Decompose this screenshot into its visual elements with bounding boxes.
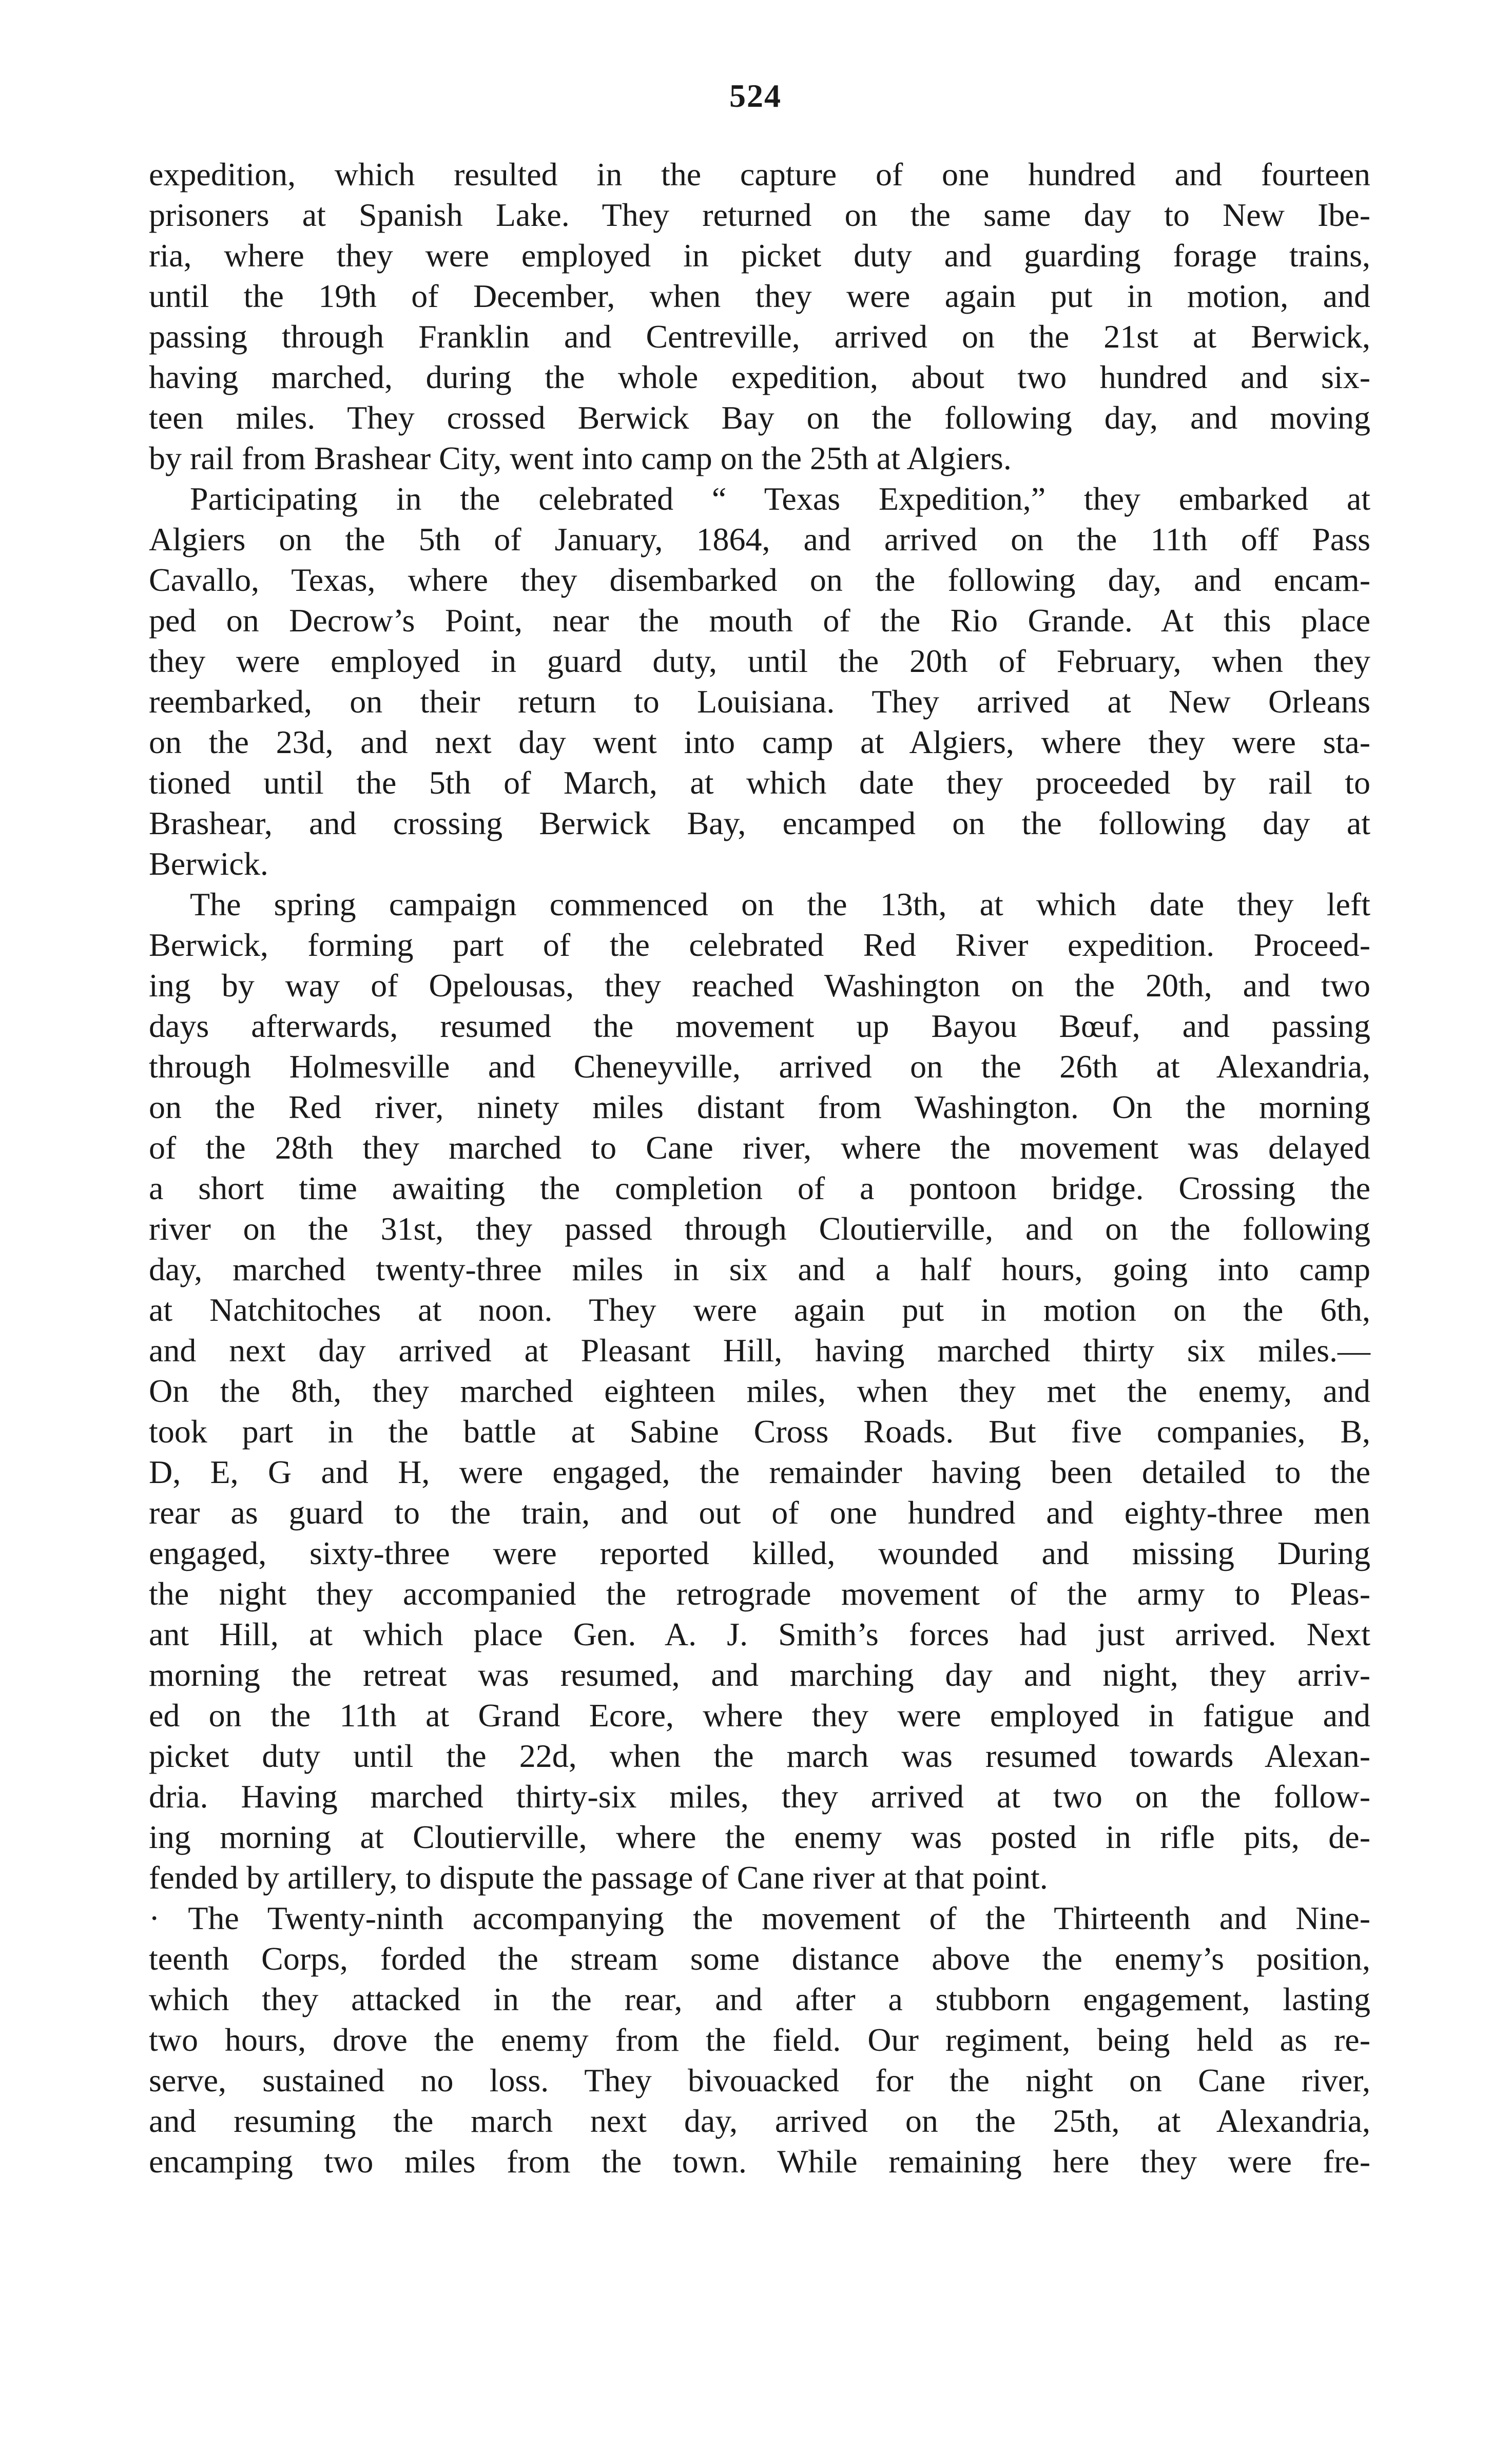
text-line: they were employed in guard duty, until the 20th of February, when they: [149, 643, 1370, 679]
text-line: ant Hill, at which place Gen. A. J. Smith’s forces had just arrived. Next: [149, 1616, 1370, 1652]
text-line: and next day arrived at Pleasant Hill, having marched thirty six miles.—: [149, 1332, 1370, 1369]
text-line: Participating in the celebrated “ Texas Expedition,” they embarked at: [190, 480, 1370, 517]
text-line: serve, sustained no loss. They bivouacked for the night on Cane river,: [149, 2062, 1370, 2099]
text-line: day, marched twenty-three miles in six and a half hours, going into camp: [149, 1251, 1370, 1287]
text-line: which they attacked in the rear, and after a stubborn engagement, lasting: [149, 1981, 1370, 2017]
text-line: having marched, during the whole expedition, about two hundred and six-: [149, 359, 1370, 395]
text-line: dria. Having marched thirty-six miles, they arrived at two on the follow-: [149, 1778, 1370, 1815]
text-line: a short time awaiting the completion of a pontoon bridge. Crossing the: [149, 1170, 1370, 1206]
page-number: 524: [729, 78, 782, 114]
text-line: ing by way of Opelousas, they reached Washington on the 20th, and two: [149, 967, 1370, 1004]
text-line: reembarked, on their return to Louisiana. They arrived at New Orleans: [149, 683, 1370, 720]
text-line: and resuming the march next day, arrived on the 25th, at Alexandria,: [149, 2103, 1370, 2139]
text-line: ria, where they were employed in picket duty and guarding forage trains,: [149, 237, 1370, 274]
text-line: on the 23d, and next day went into camp at Algiers, where they were sta-: [149, 724, 1370, 760]
text-line: On the 8th, they marched eighteen miles, when they met the enemy, and: [149, 1373, 1370, 1409]
text-line: tioned until the 5th of March, at which date they proceeded by rail to: [149, 764, 1370, 801]
text-line: until the 19th of December, when they were again put in motion, and: [149, 278, 1370, 314]
text-line: ed on the 11th at Grand Ecore, where they were employed in fatigue and: [149, 1697, 1370, 1734]
text-line: took part in the battle at Sabine Cross Roads. But five companies, B,: [149, 1413, 1370, 1450]
text-line: Algiers on the 5th of January, 1864, and arrived on the 11th off Pass: [149, 521, 1370, 557]
text-line: The spring campaign commenced on the 13th, at which date they left: [190, 886, 1370, 922]
text-line: prisoners at Spanish Lake. They returned on the same day to New Ibe-: [149, 197, 1370, 233]
text-line: teen miles. They crossed Berwick Bay on the following day, and moving: [149, 399, 1370, 436]
text-line: Berwick, forming part of the celebrated Red River expedition. Proceed-: [149, 927, 1370, 963]
text-line: · The Twenty-ninth accompanying the movement of the Thirteenth and Nine-: [149, 1900, 1370, 1936]
text-line: engaged, sixty-three were reported killed, wounded and missing During: [149, 1535, 1370, 1571]
text-line: through Holmesville and Cheneyville, arrived on the 26th at Alexandria,: [149, 1048, 1370, 1085]
text-line: by rail from Brashear City, went into camp on the 25th at Algiers.: [149, 440, 1012, 476]
text-line: expedition, which resulted in the capture of one hundred and fourteen: [149, 156, 1370, 192]
text-line: the night they accompanied the retrograde movement of the army to Pleas-: [149, 1575, 1370, 1612]
text-line: river on the 31st, they passed through Cloutierville, and on the following: [149, 1210, 1370, 1247]
text-line: encamping two miles from the town. While remaining here they were fre-: [149, 2143, 1370, 2180]
text-line: picket duty until the 22d, when the march was resumed towards Alexan-: [149, 1738, 1370, 1774]
body-text: [149, 154, 1370, 2182]
text-line: Berwick.: [149, 845, 268, 882]
text-line: D, E, G and H, were engaged, the remainder having been detailed to the: [149, 1454, 1370, 1490]
text-line: at Natchitoches at noon. They were again put in motion on the 6th,: [149, 1292, 1370, 1328]
text-line: morning the retreat was resumed, and marching day and night, they arriv-: [149, 1657, 1370, 1693]
text-line: ped on Decrow’s Point, near the mouth of the Rio Grande. At this place: [149, 602, 1370, 639]
text-line: rear as guard to the train, and out of one hundred and eighty-three men: [149, 1494, 1370, 1531]
text-line: passing through Franklin and Centreville, arrived on the 21st at Berwick,: [149, 318, 1370, 355]
text-line: of the 28th they marched to Cane river, where the movement was delayed: [149, 1129, 1370, 1166]
text-line: on the Red river, ninety miles distant from Washington. On the morning: [149, 1089, 1370, 1125]
text-line: two hours, drove the enemy from the field. Our regiment, being held as re-: [149, 2022, 1370, 2058]
text-line: ing morning at Cloutierville, where the enemy was posted in rifle pits, de-: [149, 1819, 1370, 1855]
text-line: fended by artillery, to dispute the passage of Cane river at that point.: [149, 1859, 1048, 1896]
text-line: days afterwards, resumed the movement up Bayou Bœuf, and passing: [149, 1008, 1370, 1044]
text-line: Brashear, and crossing Berwick Bay, encamped on the following day at: [149, 805, 1370, 841]
text-line: teenth Corps, forded the stream some distance above the enemy’s position,: [149, 1940, 1370, 1977]
text-line: Cavallo, Texas, where they disembarked on the following day, and encam-: [149, 562, 1370, 598]
